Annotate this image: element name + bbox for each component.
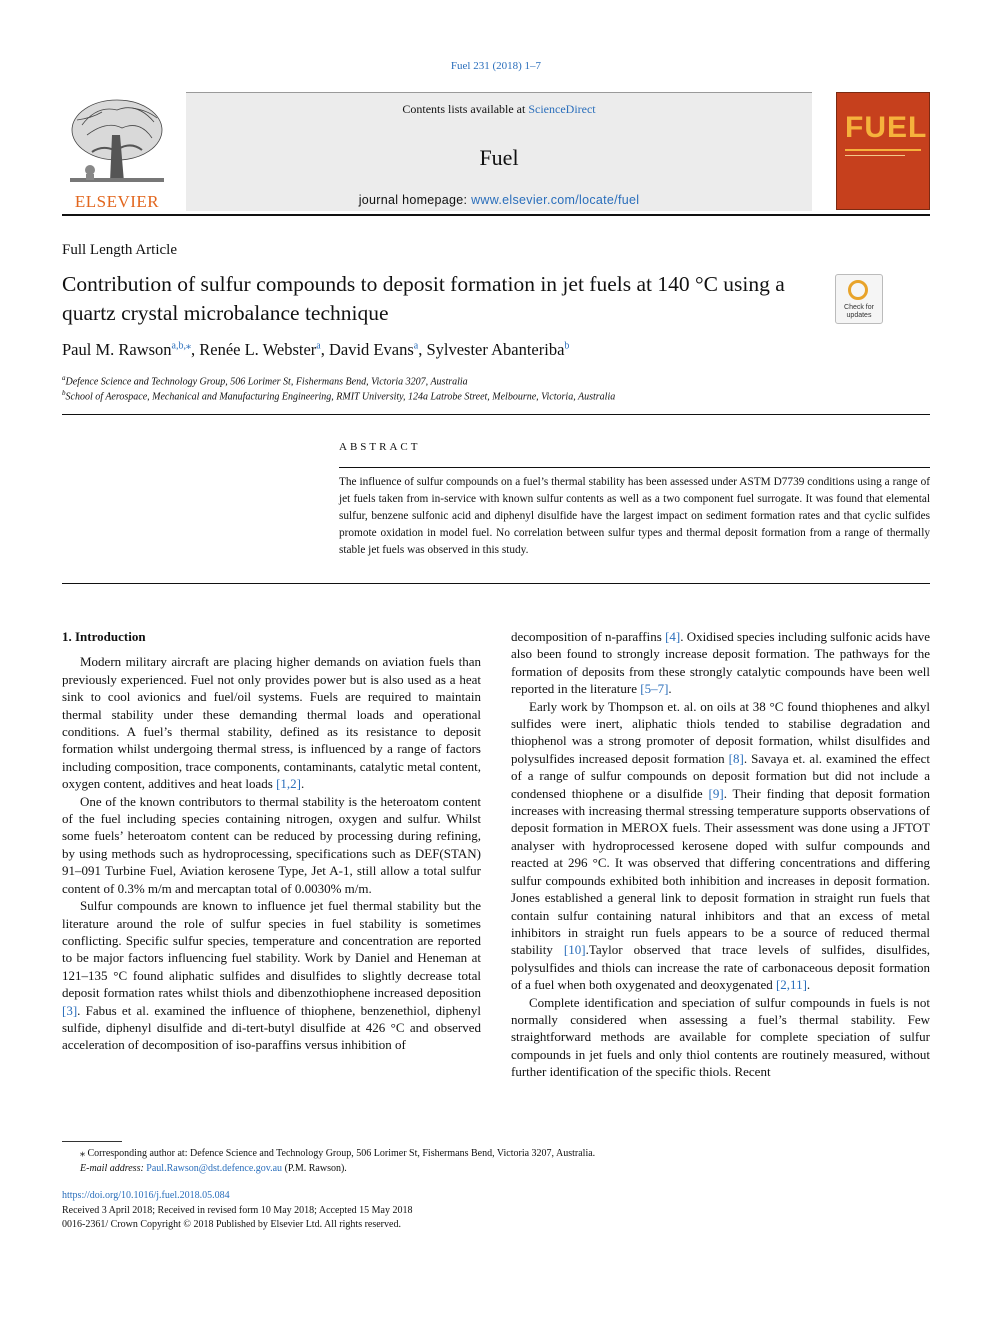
publication-info xyxy=(62,1189,412,1233)
abstract-heading: ABSTRACT xyxy=(339,441,421,453)
author-name[interactable]: David Evans xyxy=(328,340,414,359)
homepage-prefix: journal homepage: xyxy=(358,193,472,207)
paragraph: Modern military aircraft are placing higher demands on aviation fuels than previously experienced. Fuel not only provides power but is also used as a heat sink to cool avionics and fuel/oil systems. Fuels are required to maintain thermal stability under these demanding thermal loads and operational conditions. A fuel’s thermal stability, defined as its resistance to deposit formation whilst undergoing thermal stress, is influenced by a range of factors including composition, trace components, contaminants, catalytic metal content, oxygen content, additives and heat loads [1,2]. xyxy=(62,654,481,792)
footnote-divider xyxy=(62,1141,122,1142)
abstract-text: The influence of sulfur compounds on a fuel’s thermal stability has been assessed under ASTM D7739 conditions using a range of jet fuels taken from in-service with known sulfur contents as well as a two component fuel surrogate. It was found that elemental sulfur, benzene sulfonic acid and diphenyl disulfide have the largest impact on sediment formation rates and that cyclic sulfides promote oxidation in model fuel. No correlation between sulfur types and thermal deposit formation from a range of thermally stable jet fuels was observed in this study. xyxy=(339,476,930,556)
footnote xyxy=(62,1147,930,1176)
citation-link[interactable]: [2,11] xyxy=(775,977,807,993)
affiliation-text: Defence Science and Technology Group, 506 Lorimer St, Fishermans Bend, Victoria 3207, Australia xyxy=(65,376,468,388)
email-note xyxy=(62,1162,930,1177)
author-separator: , xyxy=(418,340,427,359)
paragraph: One of the known contributors to thermal stability is the heteroatom content of the fuel including species containing nitrogen, oxygen and sulfur. Whilst some fuels’ heteroatom content can be reduced by processing during refining, by using methods such as hydroprocessing, specifications such as DEF(STAN) 91–091 Turbine Fuel, Aviation kerosene Type, Jet A-1, still allow a total sulfur content of 0.3% m/m and mercaptan total of 0.0030% m/m. xyxy=(62,793,481,896)
article-type: Full Length Article xyxy=(62,242,177,258)
author-affiliation-marker[interactable]: a,b,⁎ xyxy=(171,340,191,352)
citation-link[interactable]: [1,2] xyxy=(276,776,302,792)
doi-link[interactable]: https://doi.org/10.1016/j.fuel.2018.05.084 xyxy=(62,1190,230,1201)
citation-link[interactable]: [8] xyxy=(728,750,744,766)
article-title: Contribution of sulfur compounds to deposit formation in jet fuels at 140 °C using a quartz crystal microbalance technique xyxy=(62,272,785,325)
divider xyxy=(62,583,930,584)
check-for-updates-label: Check for updates xyxy=(844,304,874,319)
author-name[interactable]: Paul M. Rawson xyxy=(62,340,172,359)
author-affiliation-marker[interactable]: b xyxy=(564,340,570,352)
divider xyxy=(62,414,930,415)
body-column-left xyxy=(62,628,481,1054)
author-affiliation-marker[interactable]: a xyxy=(413,340,419,352)
journal-name: Fuel xyxy=(479,145,519,170)
header-divider xyxy=(62,214,930,216)
author-separator: , xyxy=(191,340,200,359)
journal-header xyxy=(62,90,930,212)
footnote-mark: ⁎ xyxy=(80,1148,85,1159)
section-heading: 1. Introduction xyxy=(62,629,146,644)
elsevier-wordmark: ELSEVIER xyxy=(74,192,160,211)
body-column-right xyxy=(511,628,930,1081)
author-list xyxy=(62,340,569,360)
homepage-line xyxy=(186,193,812,207)
email-label: E-mail address: xyxy=(80,1162,144,1174)
copyright: 0016-2361/ Crown Copyright © 2018 Published by Elsevier Ltd. All rights reserved. xyxy=(62,1219,401,1230)
email-suffix: (P.M. Rawson). xyxy=(282,1162,347,1174)
journal-reference[interactable]: Fuel 231 (2018) 1–7 xyxy=(450,60,542,72)
citation-link[interactable]: [10] xyxy=(563,942,586,958)
cover-title: FUEL xyxy=(845,111,928,144)
check-for-updates-icon xyxy=(848,280,868,300)
contents-prefix: Contents lists available at xyxy=(402,102,529,116)
author-affiliation-marker[interactable]: a xyxy=(316,340,321,352)
journal-cover-image[interactable] xyxy=(836,92,930,210)
sciencedirect-link[interactable]: ScienceDirect xyxy=(528,102,596,116)
check-for-updates-button[interactable] xyxy=(835,274,883,324)
paragraph: Sulfur compounds are known to influence jet fuel thermal stability but the literature around the role of sulfur species in fuel stability is sometimes conflicting. Specific sulfur species, temperature and concentration are reported to be major factors influencing fuel stability. Work by Daniel and Heneman at 121–135 °C found aliphatic sulfides and disulfides to slightly decrease total deposit formation rates whilst thiols and dibenzothiophene increased deposition [3]. Fabus et al. examined the influence of thiophene, benzenethiol, diphenyl sulfide, diphenyl disulfide and di-tert-butyl disulfide at 426 °C and observed acceleration of decomposition of iso-paraffins versus inhibition of xyxy=(62,898,481,1053)
paragraph: decomposition of n-paraffins [4]. Oxidised species including sulfonic acids have also been found to strongly increase deposit formation. The pathways for the formation of deposits from these strongly catalytic compounds have been well reported in the literature [5–7]. xyxy=(511,629,930,697)
corresponding-text: Corresponding author at: Defence Science and Technology Group, 506 Lorimer St, Fishermans Bend, Victoria 3207, Australia. xyxy=(87,1148,596,1159)
contents-line xyxy=(186,102,812,117)
affiliation-text: School of Aerospace, Mechanical and Manufacturing Engineering, RMIT University, 124a Latrobe Street, Melbourne, Victoria, Australia xyxy=(65,391,616,403)
corresponding-author-note xyxy=(62,1147,930,1162)
received-dates: Received 3 April 2018; Received in revised form 10 May 2018; Accepted 15 May 2018 xyxy=(62,1204,413,1216)
email-link[interactable]: Paul.Rawson@dst.defence.gov.au xyxy=(146,1162,283,1174)
paragraph: Complete identification and speciation of sulfur compounds in fuels is not normally considered when assessing a fuel’s thermal stability. Few straightforward methods are available for complete speciation of sulfur compounds in jet fuels and only thiol contents are routinely measured, without further identification of the specific thiols. Recent xyxy=(511,994,930,1080)
affiliation-a xyxy=(62,374,468,387)
citation-link[interactable]: [4] xyxy=(665,629,681,644)
citation-link[interactable]: [5–7] xyxy=(640,681,669,697)
citation-link[interactable]: [9] xyxy=(708,785,724,801)
journal-banner xyxy=(186,92,812,211)
affiliation-marker: a xyxy=(62,374,66,382)
author-separator: , xyxy=(320,340,329,359)
author-name[interactable]: Renée L. Webster xyxy=(199,340,317,359)
paragraph: Early work by Thompson et. al. on oils at 38 °C found thiophenes and alkyl sulfides were inert, aliphatic thiols tended to stabilise degradation and thiophenol was a strong promoter of deposit formation, whilst disulfides and polysulfides increased deposit formation [8]. Savaya et. al. examined the effect of a range of sulfur compounds on deposit formation but did not include a condensed thiophene or a disulfide [9]. Their finding that deposit formation increases with increasing thermal stressing temperature supports observations of deposit formation in MEROX fuels. Their assessment was done using a JFTOT analyser with hydroprocessed kerosene doped with sulfur compounds and reacted at 296 °C. It was observed that differing concentrations and differing sulfur compounds exhibited both inhibition and increases in deposit formation. Jones established a general link to deposit formation in straight run fuels that contain sulfur containing natural inhibitors and that an excess of metal inhibitors in straight run fuels appears to be a source of reduced thermal stability [10].Taylor observed that trace levels of sulfides, disulfides, polysulfides and thiols can increase the rate of carbonaceous deposit formation of a fuel when both oxygenated and deoxygenated [2,11]. xyxy=(511,698,930,993)
homepage-link[interactable]: www.elsevier.com/locate/fuel xyxy=(471,193,640,207)
affiliation-marker: b xyxy=(62,389,66,397)
abstract-divider xyxy=(339,467,930,468)
author-name[interactable]: Sylvester Abanteriba xyxy=(426,340,565,359)
citation-link[interactable]: [3] xyxy=(62,1002,78,1018)
affiliation-b xyxy=(62,389,615,402)
